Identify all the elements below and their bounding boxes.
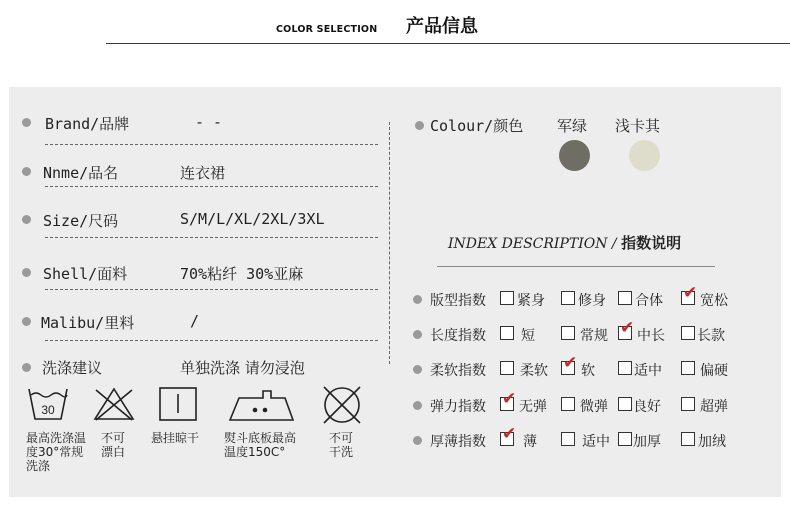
index-row-label: 厚薄指数 [430,434,486,450]
hang-dry-icon [158,386,198,422]
index-title-en: INDEX DESCRIPTION / [448,236,617,252]
bullet-dot [22,317,31,326]
option-label: 微弹 [580,399,608,415]
spec-value: 连衣裙 [180,164,226,182]
option-label: 偏硬 [700,363,728,379]
checkbox[interactable] [681,397,695,411]
option-label: 紧身 [517,293,545,309]
checkbox[interactable] [681,361,695,375]
header-title: 产品信息 [406,16,478,37]
checkbox-checked[interactable] [561,353,578,375]
spec-value: 单独洗涤 请勿浸泡 [180,359,305,377]
option-label: 良好 [633,399,661,415]
colour-label: Colour/颜色 [430,117,524,135]
option-label: 适中 [582,434,610,450]
bullet-dot [22,363,31,372]
index-title [448,232,681,253]
option-label: 加绒 [698,434,726,450]
checkbox[interactable] [681,432,695,446]
spec-value: - - [195,113,223,131]
option-label: 加厚 [633,434,661,450]
spec-label: Brand/品牌 [45,115,130,133]
checkbox[interactable] [618,432,632,446]
option-label: 薄 [523,434,537,450]
checkbox[interactable] [500,291,514,305]
swatch-light-khaki[interactable] [629,140,660,171]
index-row-label: 柔软指数 [430,363,486,379]
checkbox-checked[interactable] [681,283,698,305]
option-label: 修身 [578,293,606,309]
option-label: 适中 [634,363,662,379]
no-bleach-icon [92,386,136,422]
index-row-label: 长度指数 [430,328,486,344]
check-icon: ✔ [502,424,517,444]
spec-value: 70%粘纤 30%亚麻 [180,265,304,283]
wash-temp-text: 30 [41,403,55,417]
option-label: 无弹 [519,399,547,415]
divider [45,340,378,341]
check-icon: ✔ [502,389,517,409]
option-label: 长款 [697,328,725,344]
checkbox[interactable] [500,326,514,340]
wash-30-icon [27,385,69,421]
spec-label: Nnme/品名 [43,164,119,182]
bullet-dot [22,118,31,127]
option-label: 短 [521,328,535,344]
care-label: 最高洗涤温度30°常规洗涤 [26,431,87,473]
column-divider [389,122,390,364]
iron-medium-icon [227,386,297,424]
colour-name-army-green: 军绿 [557,117,588,135]
index-row-label: 弹力指数 [430,399,486,415]
bullet-dot [413,330,422,339]
option-label: 中长 [637,328,665,344]
checkbox[interactable] [500,361,514,375]
divider [45,144,378,145]
divider [45,289,378,290]
spec-label: Shell/面料 [43,265,128,283]
option-label: 常规 [580,328,608,344]
option-label: 柔软 [520,363,548,379]
checkbox[interactable] [561,397,575,411]
bullet-dot [413,401,422,410]
checkbox-checked[interactable] [500,424,517,446]
checkbox[interactable] [618,361,632,375]
bullet-dot [413,436,422,445]
checkbox[interactable] [561,326,575,340]
check-icon: ✔ [620,318,635,338]
option-label: 合体 [635,293,663,309]
checkbox[interactable] [618,291,632,305]
bullet-dot [413,365,422,374]
index-title-cn: 指数说明 [621,234,682,252]
checkbox-checked[interactable] [500,389,517,411]
care-label: 不可漂白 [101,431,126,459]
spec-label: 洗涤建议 [42,359,103,377]
header-subtitle: COLOR SELECTION [276,24,378,35]
spec-value: S/M/L/XL/2XL/3XL [180,210,325,228]
option-label: 软 [581,363,595,379]
option-label: 超弹 [700,399,728,415]
check-icon: ✔ [683,283,698,303]
option-label: 宽松 [700,293,728,309]
index-divider [437,266,715,267]
swatch-army-green[interactable] [559,140,590,171]
bullet-dot [22,167,31,176]
care-label: 不可干洗 [329,431,354,459]
spec-label: Size/尺码 [43,212,119,230]
colour-name-light-khaki: 浅卡其 [615,117,661,135]
no-dry-clean-icon [318,384,366,426]
check-icon: ✔ [563,353,578,373]
spec-label: Malibu/里料 [41,314,135,332]
bullet-dot [415,121,424,130]
bullet-dot [413,295,422,304]
index-row-label: 版型指数 [430,293,486,309]
bullet-dot [22,215,31,224]
checkbox-checked[interactable] [618,318,635,340]
checkbox[interactable] [681,326,695,340]
header-divider [106,43,790,44]
divider [45,186,378,187]
care-label: 熨斗底板最高温度150C° [224,431,297,459]
divider [45,237,378,238]
checkbox[interactable] [561,432,575,446]
bullet-dot [22,268,31,277]
checkbox[interactable] [561,291,575,305]
checkbox[interactable] [618,397,632,411]
spec-value: / [190,312,200,330]
care-label: 悬挂晾干 [151,431,200,445]
